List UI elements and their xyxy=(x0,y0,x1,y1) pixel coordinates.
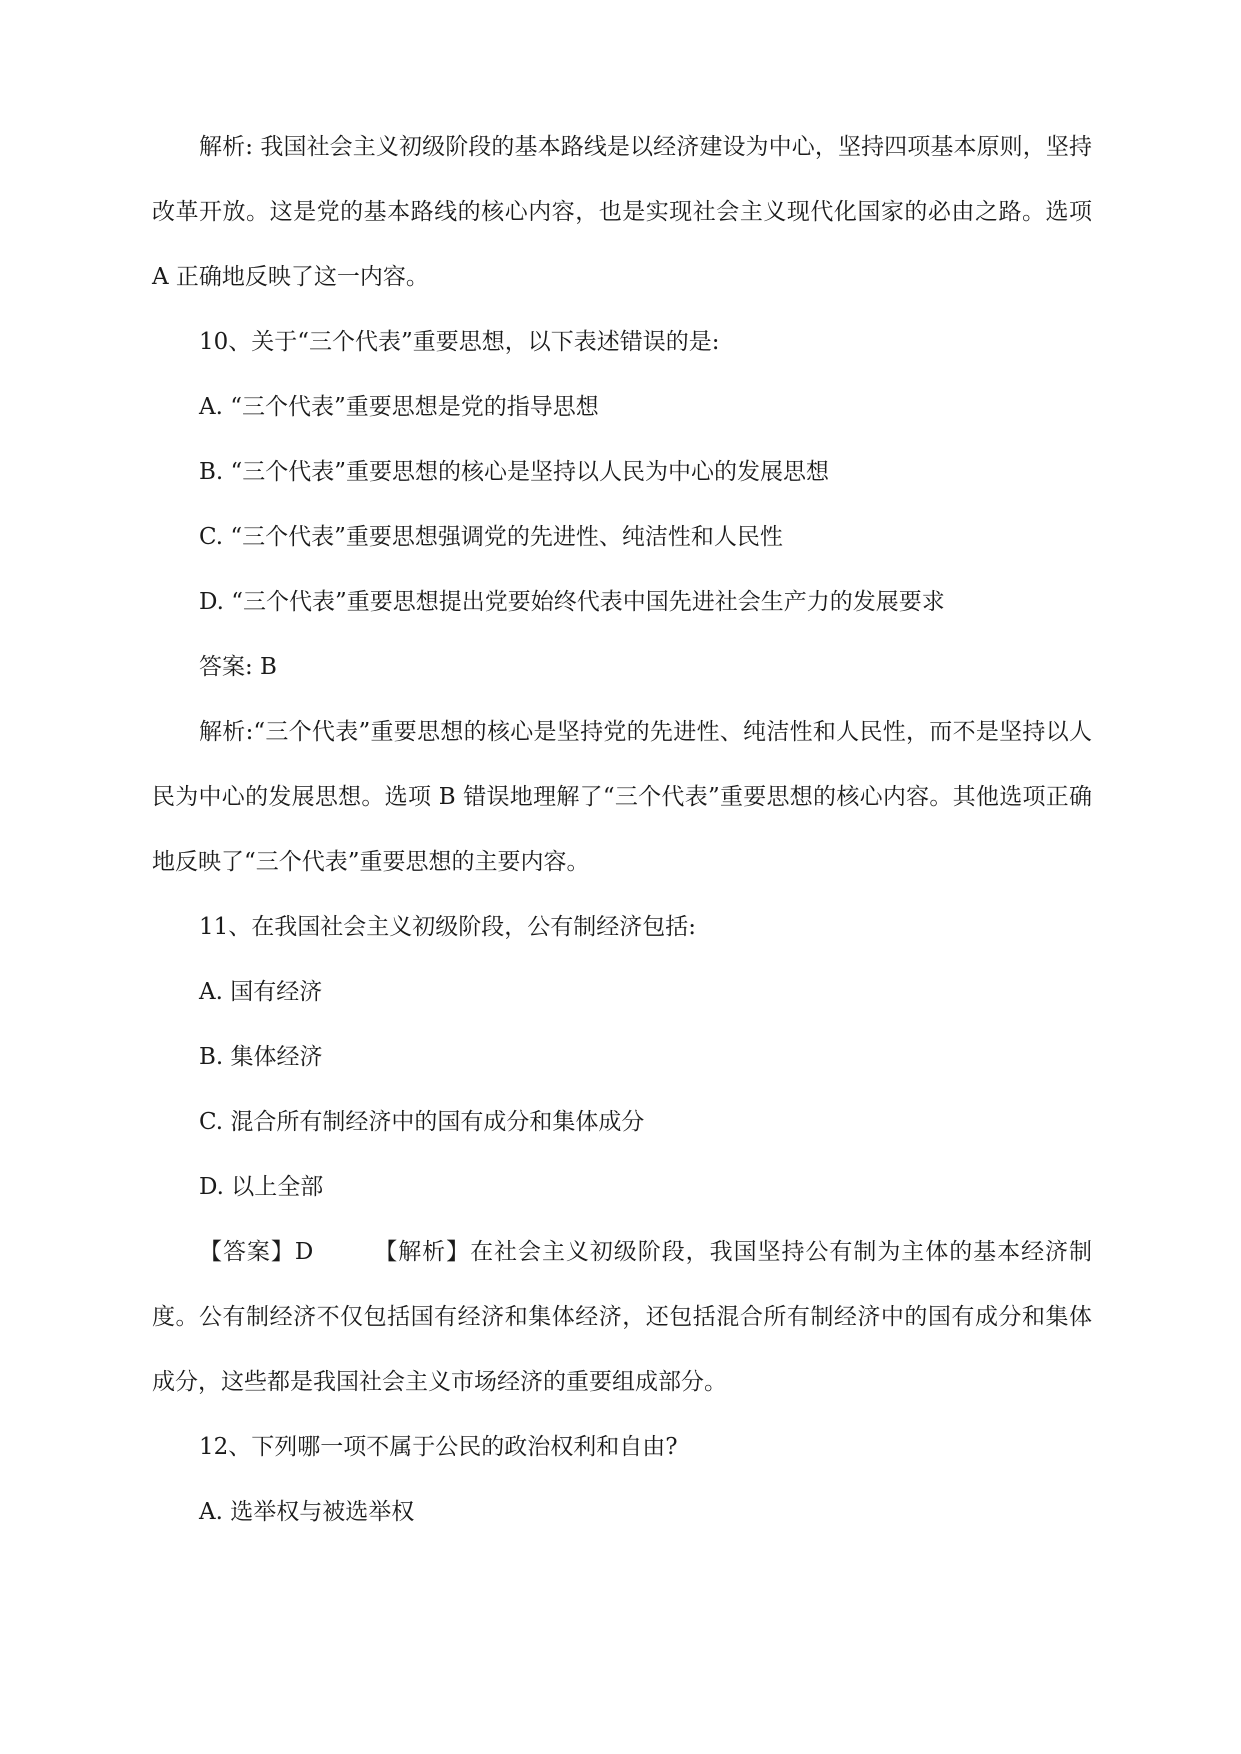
question-text: 10、关于“三个代表”重要思想，以下表述错误的是: xyxy=(199,329,720,355)
analysis-paragraph: 解析:“三个代表”重要思想的核心是坚持党的先进性、纯洁性和人民性，而不是坚持以人民为中心的发展思想。选项 B 错误地理解了“三个代表”重要思想的核心内容。其他选项正确地反映了“三个代表”重要思想的主要内容。 xyxy=(152,719,1092,875)
question-text: 12、下列哪一项不属于公民的政治权利和自由? xyxy=(199,1434,678,1460)
option-text: C. “三个代表”重要思想强调党的先进性、纯洁性和人民性 xyxy=(199,524,783,550)
option-text: D. 以上全部 xyxy=(199,1174,324,1200)
answer-text: 答案: B xyxy=(199,654,277,680)
option-text: A. 国有经济 xyxy=(199,979,323,1005)
option-text: A. “三个代表”重要思想是党的指导思想 xyxy=(199,394,599,420)
option-text: A. 选举权与被选举权 xyxy=(199,1499,415,1525)
answer-label: 【答案】D xyxy=(199,1239,314,1265)
answer-analysis-paragraph xyxy=(152,1220,1092,1415)
option-text: D. “三个代表”重要思想提出党要始终代表中国先进社会生产力的发展要求 xyxy=(199,589,945,615)
analysis-paragraph: 解析: 我国社会主义初级阶段的基本路线是以经济建设为中心，坚持四项基本原则，坚持改革开放。这是党的基本路线的核心内容，也是实现社会主义现代化国家的必由之路。选项 A 正确地反映了这一内容。 xyxy=(152,134,1092,290)
option-text: B. 集体经济 xyxy=(199,1044,323,1070)
question-text: 11、在我国社会主义初级阶段，公有制经济包括: xyxy=(199,914,697,940)
option-text: C. 混合所有制经济中的国有成分和集体成分 xyxy=(199,1109,645,1135)
document-body xyxy=(152,115,1092,1545)
analysis-text: 【解析】在社会主义初级阶段，我国坚持公有制为主体的基本经济制度。公有制经济不仅包括国有经济和集体经济，还包括混合所有制经济中的国有成分和集体成分，这些都是我国社会主义市场经济的重要组成部分。 xyxy=(152,1239,1092,1395)
option-text: B. “三个代表”重要思想的核心是坚持以人民为中心的发展思想 xyxy=(199,459,830,485)
